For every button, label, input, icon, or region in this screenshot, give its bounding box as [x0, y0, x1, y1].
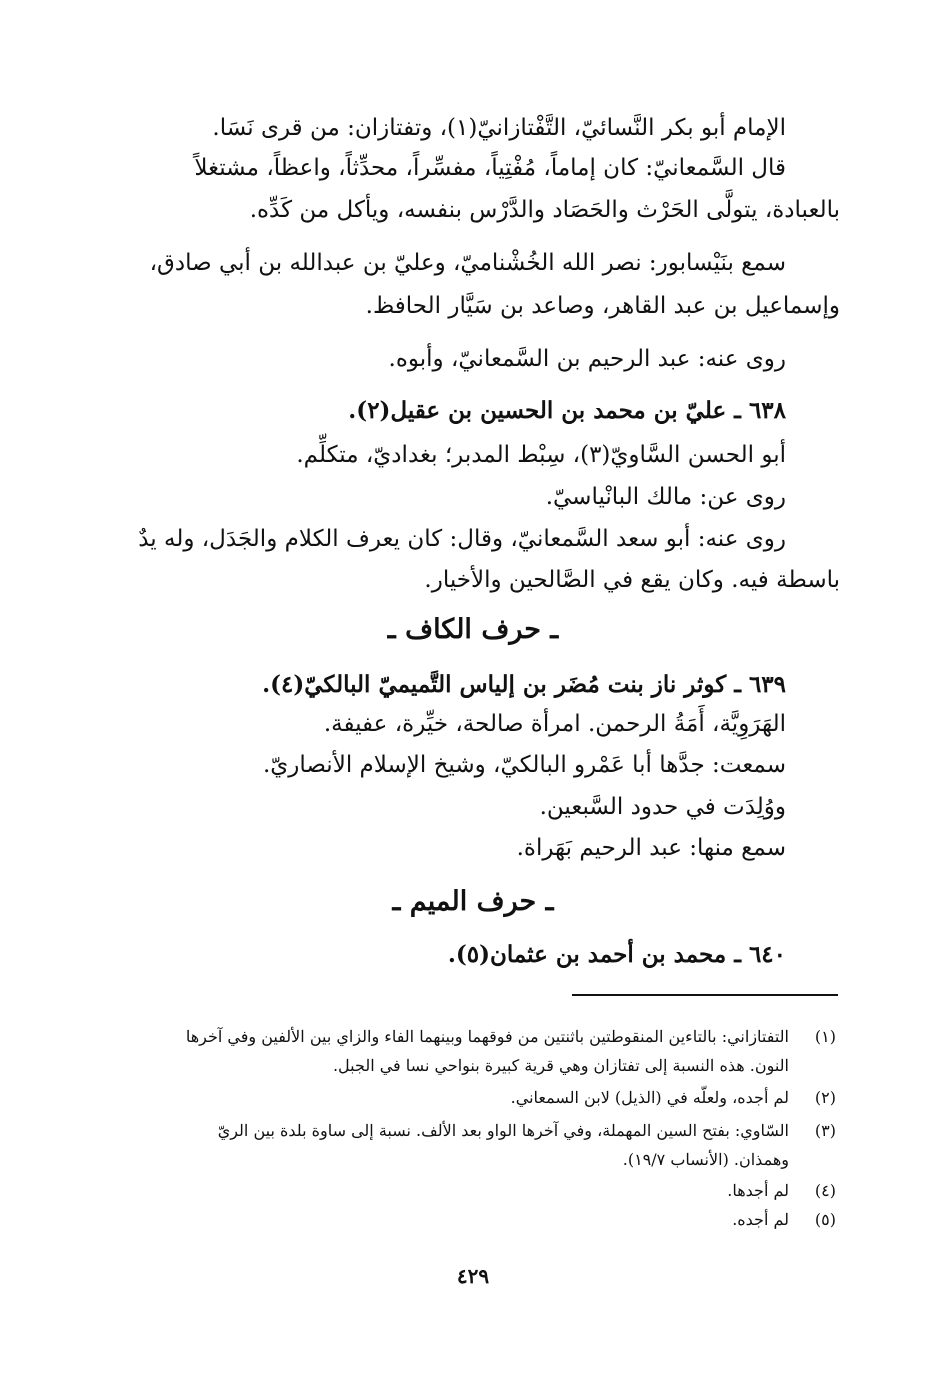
paragraph-line: روى عنه: أبو سعد السَّمعانيّ، وقال: كان يعرف الكلام والجَدَل، وله يدٌ	[138, 526, 786, 552]
footnote-line: وهمذان. (الأنساب ١٩/٧).	[622, 1150, 789, 1169]
paragraph-line: روى عن: مالك البانْياسيّ.	[545, 484, 786, 510]
paragraph-line: الإمام أبو بكر النَّسائيّ، التَّفْتازانيّ(١)، وتفتازان: من قرى نَسَا.	[212, 115, 786, 141]
paragraph-line: باسطة فيه. وكان يقع في الصَّالحين والأخيار.	[424, 567, 840, 593]
footnote-line: التفتازاني: بالتاءين المنقوطتين باثنتين من فوقهما وبينهما الفاء والزاي بين الألفين وفي آخرها	[185, 1027, 789, 1046]
footnote-line: لم أجده، ولعلّه في (الذيل) لابن السمعاني.	[510, 1088, 789, 1107]
paragraph-line: سمع منها: عبد الرحيم بَهَراة.	[516, 835, 786, 861]
paragraph-line: أبو الحسن السَّاويّ(٣)، سِبْط المدبر؛ بغداديّ، متكلِّم.	[296, 442, 786, 468]
paragraph-line: سمع بنَيْسابور: نصر الله الخُشْناميّ، وعليّ بن عبدالله بن أبي صادق،	[149, 250, 786, 276]
entry-title-639: ٦٣٩ ـ كوثر ناز بنت مُضَر بن إلياس التَّميميّ البالكيّ(٤).	[262, 671, 786, 698]
paragraph-line: الهَرَوِيَّة، أَمَةُ الرحمن. امرأة صالحة، خيِّرة، عفيفة.	[323, 711, 786, 737]
entry-title-638: ٦٣٨ ـ عليّ بن محمد بن الحسين بن عقيل(٢).	[348, 397, 786, 424]
paragraph-line: روى عنه: عبد الرحيم بن السَّمعانيّ، وأبوه.	[388, 346, 786, 372]
footnote-line: السّاوي: بفتح السين المهملة، وفي آخرها الواو بعد الألف. نسبة إلى ساوة بلدة بين الريّ	[217, 1121, 789, 1140]
footnote-line: لم أجده.	[732, 1210, 789, 1229]
section-heading-mim: ـ حرف الميم ـ	[392, 886, 554, 917]
footnote-divider	[572, 994, 838, 996]
footnote-number: (٣)	[814, 1121, 836, 1140]
paragraph-line: سمعت: جدَّها أبا عَمْرو البالكيّ، وشيخ الإسلام الأنصاريّ.	[262, 752, 786, 778]
footnote-number: (٤)	[814, 1181, 836, 1200]
entry-title-640: ٦٤٠ ـ محمد بن أحمد بن عثمان(٥).	[447, 941, 786, 968]
footnote-line: النون. هذه النسبة إلى تفتازان وهي قرية كبيرة بنواحي نسا في الجبل.	[332, 1056, 789, 1075]
paragraph-line: بالعبادة، يتولَّى الحَرْث والحَصَاد والدَّرْس بنفسه، ويأكل من كَدِّه.	[249, 197, 840, 223]
paragraph-line: ووُلِدَت في حدود السَّبعين.	[539, 794, 786, 820]
page-number: ٤٢٩	[456, 1264, 490, 1288]
section-heading-kaf: ـ حرف الكاف ـ	[387, 614, 559, 645]
footnote-number: (٢)	[814, 1088, 836, 1107]
footnote-line: لم أجدها.	[727, 1181, 789, 1200]
paragraph-line: وإسماعيل بن عبد القاهر، وصاعد بن سَيَّار الحافظ.	[365, 293, 840, 319]
paragraph-line: قال السَّمعانيّ: كان إماماً، مُفْتِياً، مفسِّراً، محدِّثاً، واعظاً، مشتغلاً	[194, 155, 786, 181]
footnote-number: (٥)	[814, 1210, 836, 1229]
footnote-number: (١)	[814, 1027, 836, 1046]
